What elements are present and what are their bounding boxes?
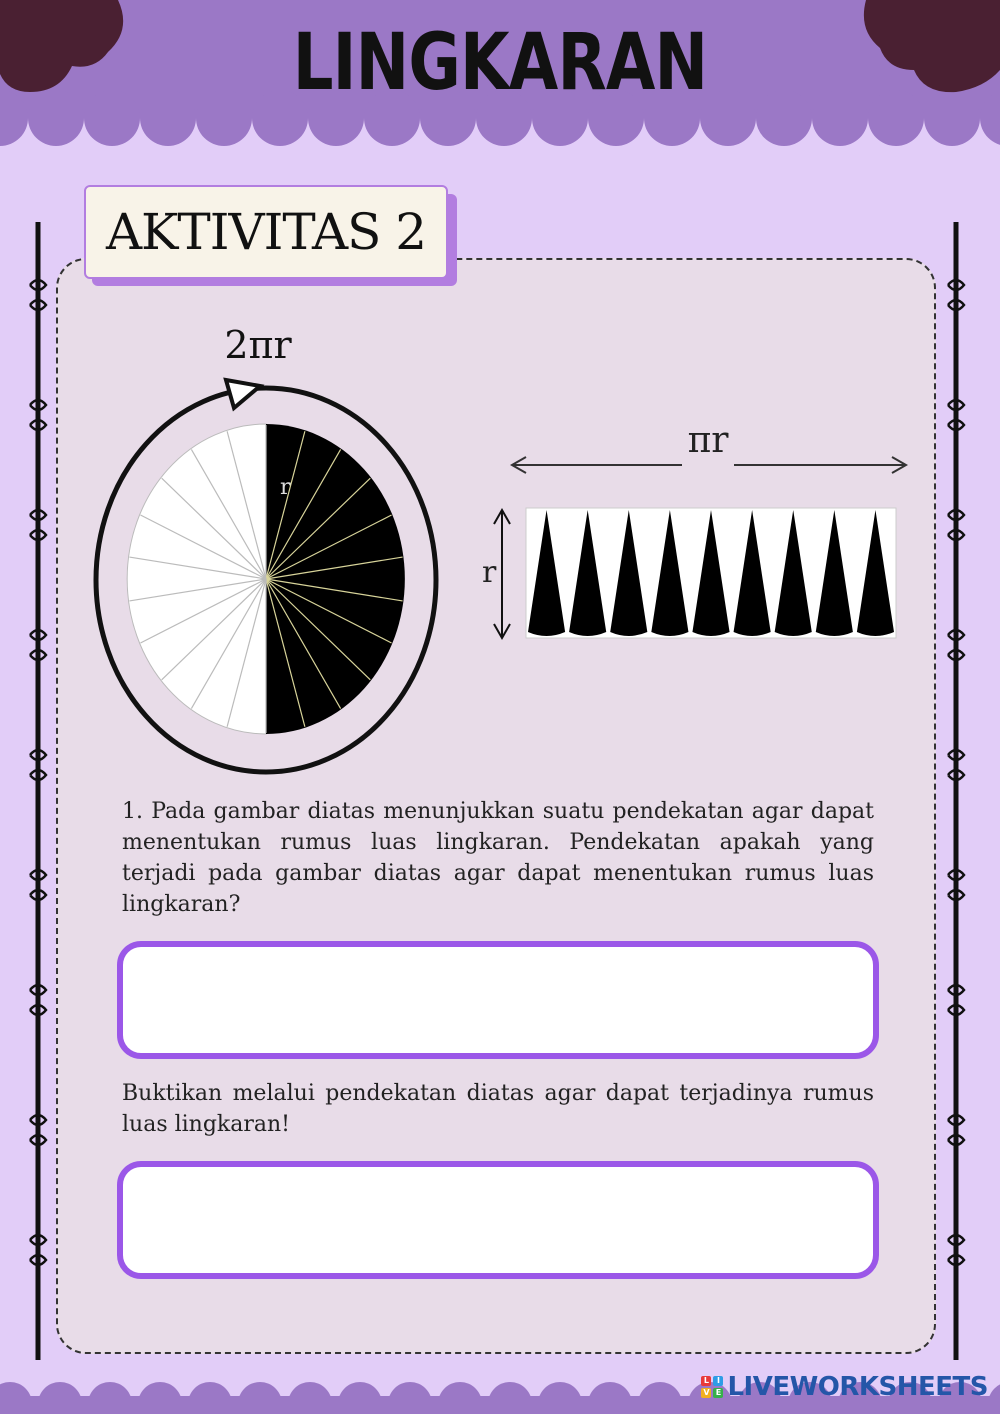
rect-width-label: πr [687,420,729,461]
circumference-arrow-icon [226,380,260,408]
question-1-text: 1. Pada gambar diatas menunjukkan suatu pendekatan agar dapat menentukan rumus luas lingkaran. Pendekatan apakah yang terjadi pada gambar diatas agar dapat menentukan rumus luas lingkaran? [122,799,874,917]
radius-label: r [280,475,291,500]
liveworksheets-logo[interactable] [701,1372,988,1402]
liveworksheets-logo-icon: L I V E [701,1376,723,1398]
circle-sectors-figure [90,320,450,780]
rearranged-sectors-figure [470,420,920,650]
page-title: LINGKARAN [292,18,708,108]
answer-2-input[interactable] [117,1161,879,1279]
liveworksheets-brand-text: LIVEWORKSHEETS [727,1372,988,1402]
question-2-text: Buktikan melalui pendekatan diatas agar dapat terjadinya rumus luas lingkaran! [122,1081,874,1137]
activity-label: AKTIVITAS 2 [84,185,448,279]
answer-1-input[interactable] [117,941,879,1059]
circumference-label: 2πr [224,323,292,367]
rect-height-label: r [482,555,497,590]
